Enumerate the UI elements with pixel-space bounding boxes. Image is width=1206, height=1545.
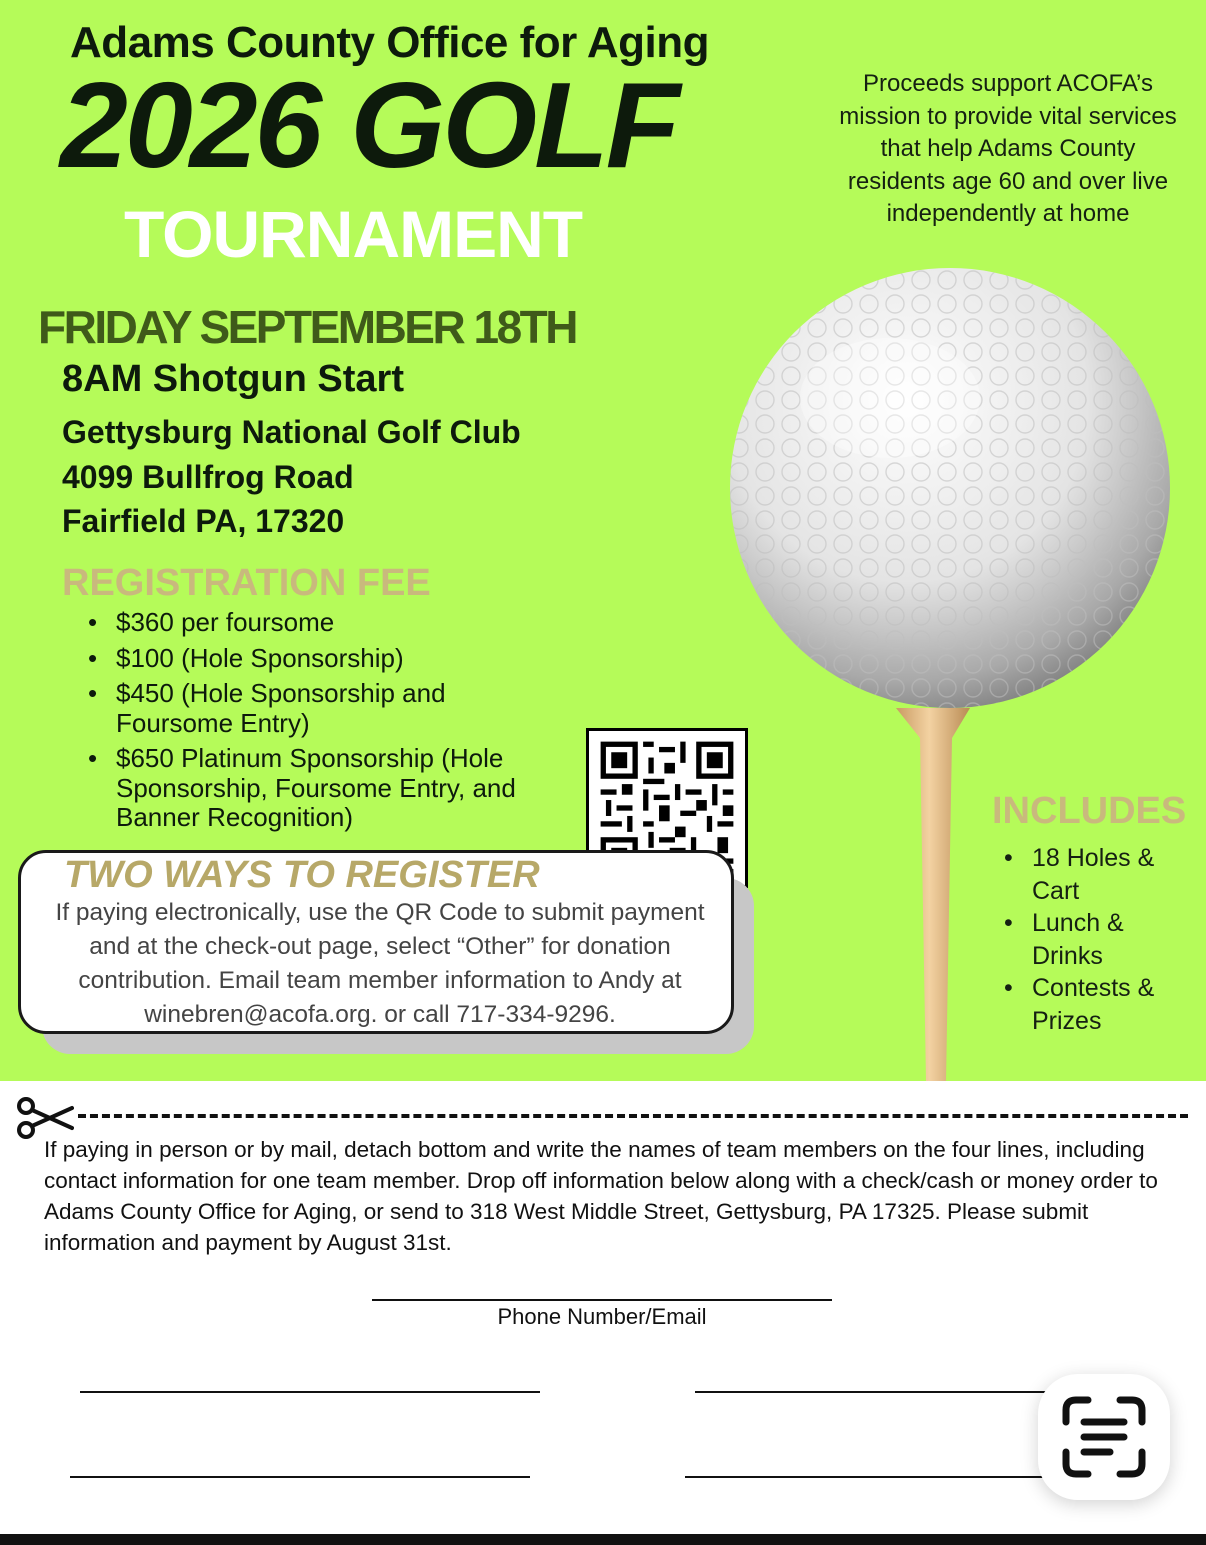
cut-line <box>78 1114 1188 1118</box>
includes-list <box>1004 842 1184 1037</box>
title-2026-golf: 2026 GOLF <box>60 57 678 193</box>
bottom-bar <box>0 1534 1206 1545</box>
includes-item: • 18 Holes & Cart <box>1004 842 1184 907</box>
venue-city: Fairfield PA, 17320 <box>62 503 345 539</box>
venue-name: Gettysburg National Golf Club <box>62 414 521 450</box>
phone-email-label: Phone Number/Email <box>497 1304 707 1329</box>
fee-item: • $360 per foursome <box>88 608 548 638</box>
event-date: FRIDAY SEPTEMBER 18TH <box>38 301 576 353</box>
registration-fee-heading: REGISTRATION FEE <box>62 562 431 604</box>
includes-item: • Lunch & Drinks <box>1004 907 1184 972</box>
scan-text-icon <box>1038 1374 1170 1500</box>
proceeds-text: Proceeds support ACOFA’s mission to provide vital services that help Adams County residents age 60 and over live independently at home <box>839 70 1177 227</box>
team-member-line[interactable] <box>80 1391 540 1393</box>
venue-street: 4099 Bullfrog Road <box>62 458 354 495</box>
register-instructions: If paying electronically, use the QR Code to submit payment and at the check-out page, select “Other” for donation contribution. Email team member information to Andy at winebren@acofa.org. or call 717-334-9296. <box>55 899 705 1028</box>
org-name: Adams County Office for Aging <box>70 18 709 67</box>
team-member-line[interactable] <box>70 1476 530 1478</box>
two-ways-heading: TWO WAYS TO REGISTER <box>64 854 540 896</box>
start-time: 8AM Shotgun Start <box>62 358 404 400</box>
fee-item: • $100 (Hole Sponsorship) <box>88 644 548 674</box>
fee-item: • $450 (Hole Sponsorship and Foursome Entry) <box>88 679 548 738</box>
includes-item: • Contests & Prizes <box>1004 972 1184 1037</box>
phone-email-line[interactable] <box>372 1299 832 1301</box>
scan-text-button[interactable] <box>1038 1374 1170 1500</box>
title-tournament: TOURNAMENT <box>124 197 583 271</box>
venue-address <box>62 410 521 544</box>
includes-heading: INCLUDES <box>992 790 1187 832</box>
mail-instructions: If paying in person or by mail, detach bottom and write the names of team members on the four lines, including contact information for one team member. Drop off information below along with a check/cash or money order to Adams County Office for Aging, or send to 318 West Middle Street, Gettysburg, PA 17325. Please submit information and payment by August 31st. <box>44 1137 1158 1255</box>
fee-item: • $650 Platinum Sponsorship (Hole Sponsorship, Foursome Entry, and Banner Recognition) <box>88 744 548 833</box>
fee-list <box>88 608 548 839</box>
